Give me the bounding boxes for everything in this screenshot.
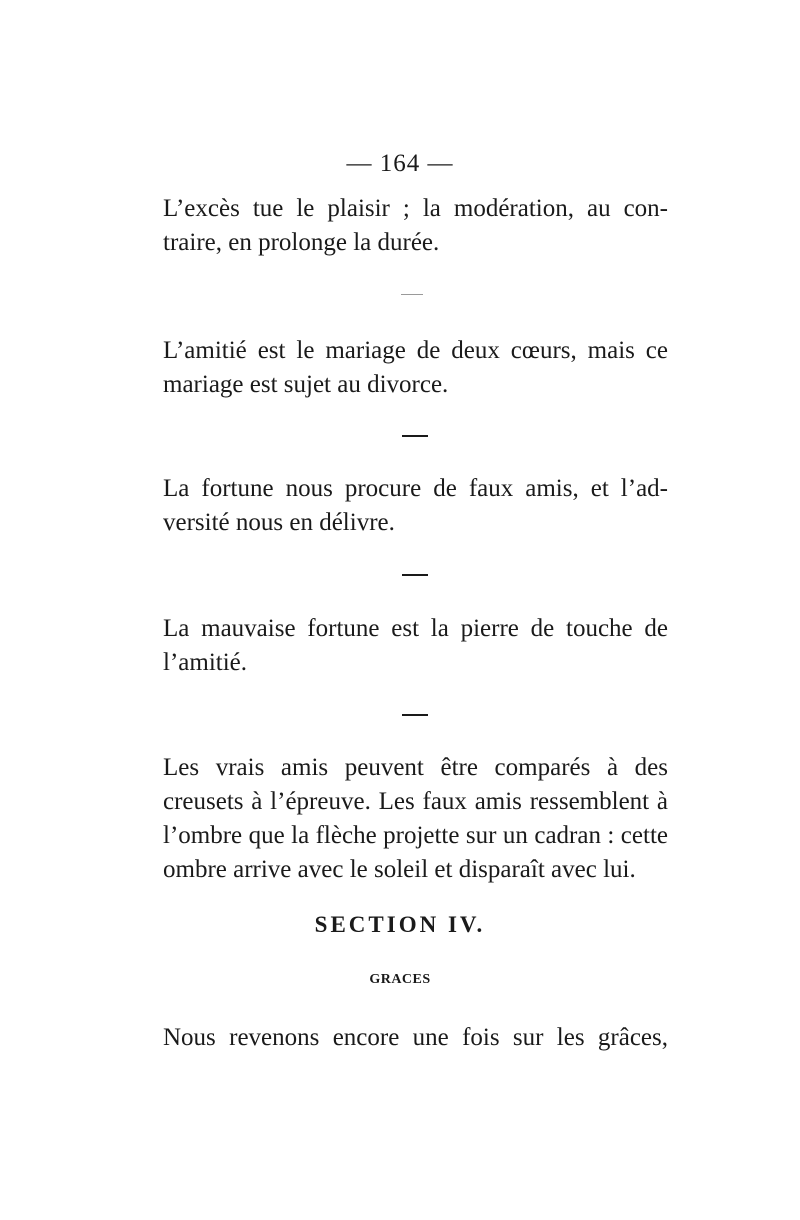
section-title: SECTION IV. [314,912,486,937]
page-number: — 164 — [346,150,454,177]
separator-dash [402,435,428,437]
paragraph-line: traire, en prolonge la durée. [163,229,440,256]
section-subtitle: GRACES [369,972,431,987]
paragraph-line: Les vrais amis peuvent être comparés à des [163,754,668,781]
paragraph-line: L’amitié est le mariage de deux cœurs, mais ce [163,337,668,364]
paragraph-line: L’excès tue le plaisir ; la modération, au con- [163,195,668,222]
paragraph-line: l’ombre que la flèche projette sur un cadran : cette [163,822,668,849]
paragraph-line: Nous revenons encore une fois sur les grâces, [163,1024,668,1051]
paragraph-2 [163,334,668,402]
paragraph-line: versité nous en délivre. [163,509,395,536]
paragraph-line: creusets à l’épreuve. Les faux amis ressemblent à [163,788,668,815]
paragraph-line: La mauvaise fortune est la pierre de touche de [163,615,668,642]
paragraph-1 [163,192,668,260]
paragraph-line: l’amitié. [163,649,247,676]
paragraph-5 [163,751,668,887]
separator-dash [402,714,428,716]
paragraph-line: La fortune nous procure de faux amis, et l’ad- [163,475,668,502]
paragraph-line: mariage est sujet au divorce. [163,371,449,398]
paragraph-3 [163,472,668,540]
paragraph-6 [163,1021,668,1055]
separator-dash [401,294,423,295]
paragraph-4 [163,612,668,680]
separator-dash [402,574,428,576]
paragraph-line: ombre arrive avec le soleil et disparaît avec lui. [163,856,636,883]
